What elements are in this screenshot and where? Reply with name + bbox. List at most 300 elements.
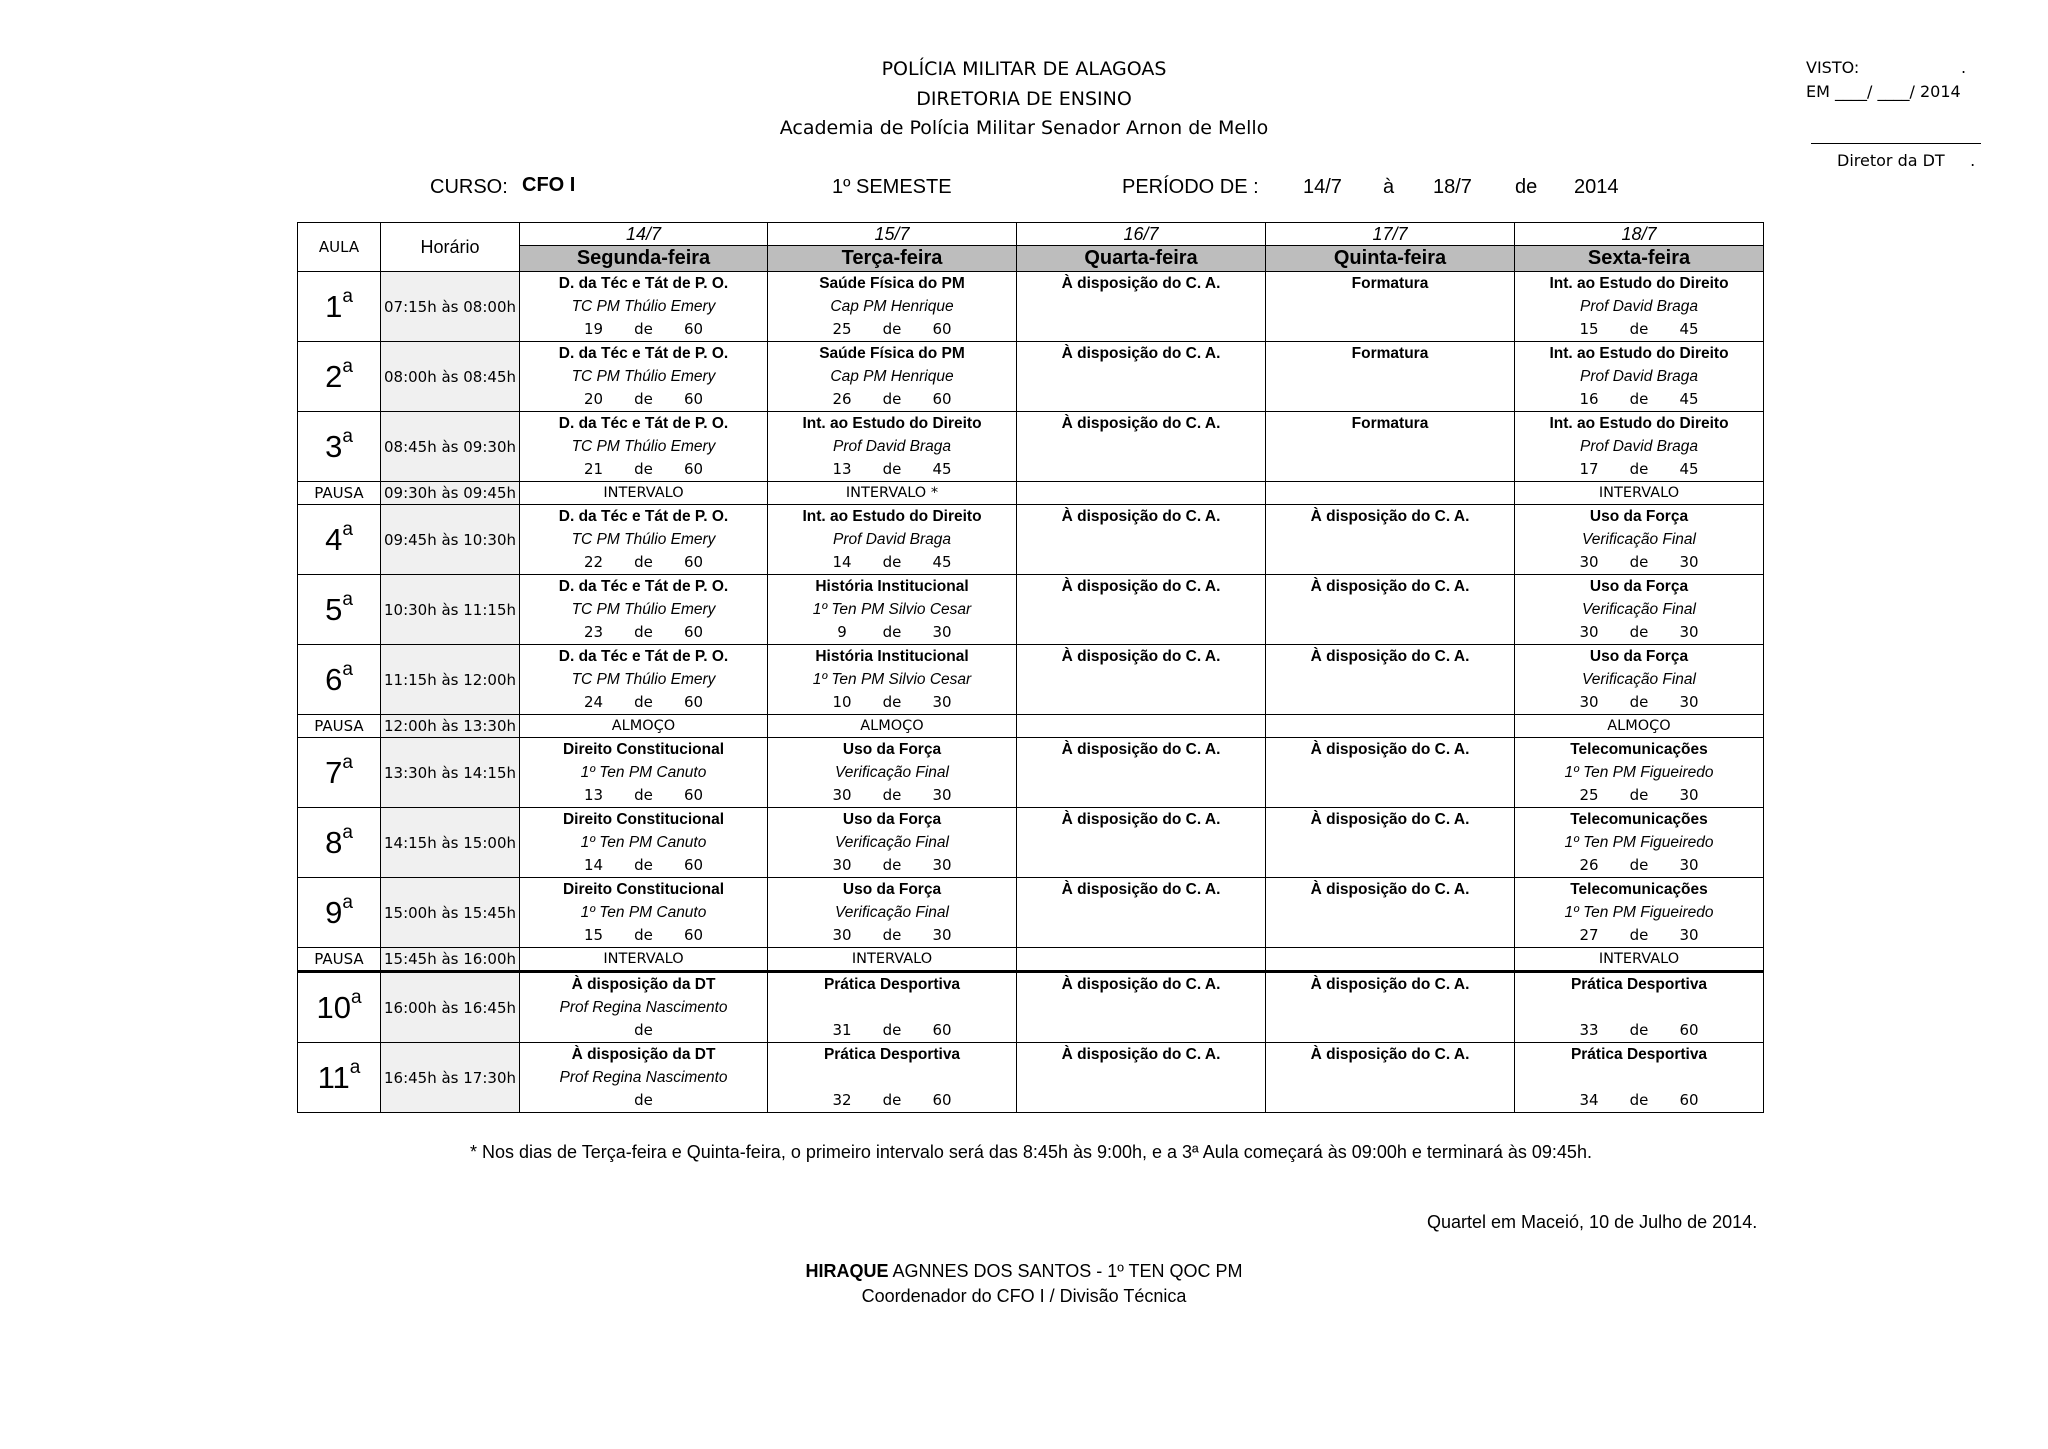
ordinal-mark: a (342, 821, 353, 843)
teacher: Verificação Final (1581, 671, 1696, 688)
subject: Telecomunicações (1570, 741, 1708, 758)
director-signature-line (1811, 143, 1981, 144)
class-cell (768, 645, 1017, 715)
class-cell (520, 575, 768, 645)
footnote: * Nos dias de Terça-feira e Quinta-feira, o primeiro intervalo será das 8:45h às 9:00h, e a 3ª Aula começará às 09:00h e terminará às 09:45h. (470, 1142, 1592, 1162)
class-cell (1017, 1043, 1266, 1113)
subject: História Institucional (815, 578, 969, 595)
class-cell (1017, 412, 1266, 482)
lesson-total: 60 (932, 1091, 952, 1109)
lesson-count (768, 388, 1016, 410)
lesson-total: 30 (1679, 926, 1699, 944)
class-cell (1515, 645, 1764, 715)
lesson-number: 17 (1579, 460, 1599, 478)
lesson-count (768, 621, 1016, 643)
subject: À disposição do C. A. (1061, 275, 1221, 292)
subject: À disposição do C. A. (1061, 976, 1221, 993)
teacher: 1º Ten PM Canuto (580, 834, 707, 851)
lesson-count (1515, 458, 1763, 480)
aula-number-value: 10 (316, 989, 351, 1025)
subject: Direito Constitucional (562, 811, 725, 828)
subject: Prática Desportiva (823, 1046, 961, 1063)
subject: D. da Téc e Tát de P. O. (558, 648, 729, 665)
teacher (1515, 1066, 1763, 1089)
lesson-count (768, 691, 1016, 713)
class-cell (1266, 272, 1515, 342)
pause-label: PAUSA (298, 482, 381, 505)
class-cell (1266, 1043, 1515, 1113)
teacher: Verificação Final (834, 834, 949, 851)
class-cell (520, 412, 768, 482)
lesson-of: de (634, 623, 653, 641)
lesson-of: de (882, 460, 902, 478)
lesson-of: de (634, 460, 653, 478)
lesson-count (1017, 621, 1265, 643)
lesson-count (768, 458, 1016, 480)
pause-cell: INTERVALO (1515, 482, 1764, 505)
lesson-count (1266, 691, 1514, 713)
periodo-year: 2014 (1574, 176, 1619, 198)
day-header (1266, 223, 1515, 272)
academy-name: Academia de Polícia Militar Senador Arnon de Mello (779, 117, 1269, 139)
lesson-of: de (882, 1091, 902, 1109)
lesson-number: 13 (832, 460, 852, 478)
subject: Prática Desportiva (1570, 976, 1708, 993)
teacher (1017, 598, 1265, 621)
subject: À disposição da DT (571, 976, 716, 993)
lesson-number: 26 (1579, 856, 1599, 874)
time-range: 10:30h às 11:15h (381, 575, 520, 645)
teacher: TC PM Thúlio Emery (571, 368, 716, 385)
lesson-total: 60 (683, 926, 704, 944)
lesson-of: de (634, 390, 653, 408)
lesson-count (1266, 318, 1514, 340)
lesson-count (520, 621, 767, 643)
aula-number (298, 808, 381, 878)
teacher (1266, 1066, 1514, 1089)
lesson-of: de (882, 693, 902, 711)
place-date: Quartel em Maceió, 10 de Julho de 2014. (1427, 1212, 1758, 1232)
subject: Int. ao Estudo do Direito (802, 415, 982, 432)
class-cell (1017, 272, 1266, 342)
pause-row (298, 948, 1764, 972)
lesson-number: 13 (583, 786, 604, 804)
day-name: Quarta-feira (1017, 246, 1265, 271)
lesson-number: 21 (583, 460, 604, 478)
subject: D. da Téc e Tát de P. O. (558, 275, 729, 292)
lesson-total: 60 (683, 320, 704, 338)
lesson-of: de (1629, 1091, 1649, 1109)
class-cell (520, 878, 768, 948)
pause-cell: ALMOÇO (768, 715, 1017, 738)
day-date: 17/7 (1266, 223, 1514, 246)
class-cell (1017, 575, 1266, 645)
subject: Telecomunicações (1570, 811, 1708, 828)
class-cell (520, 1043, 768, 1113)
subject: Prática Desportiva (823, 976, 961, 993)
day-name: Terça-feira (768, 246, 1016, 271)
lesson-of: de (882, 926, 902, 944)
subject: À disposição do C. A. (1061, 578, 1221, 595)
lesson-count (1266, 551, 1514, 573)
teacher (1266, 831, 1514, 854)
teacher (1266, 528, 1514, 551)
class-cell (1266, 575, 1515, 645)
subject: Direito Constitucional (562, 881, 725, 898)
class-row (298, 738, 1764, 808)
teacher: Verificação Final (1581, 531, 1696, 548)
subject: Uso da Força (842, 811, 942, 828)
class-cell (1515, 972, 1764, 1043)
lesson-count (1017, 924, 1265, 946)
pause-time: 12:00h às 13:30h (381, 715, 520, 738)
lesson-count (1266, 1089, 1514, 1111)
day-name: Quinta-feira (1266, 246, 1514, 271)
class-row (298, 972, 1764, 1043)
class-cell (1017, 808, 1266, 878)
periodo-de-word: de (1515, 176, 1538, 198)
lesson-total: 45 (932, 553, 952, 571)
lesson-total: 60 (683, 390, 704, 408)
lesson-of: de (634, 1021, 653, 1039)
pause-cell: INTERVALO (768, 948, 1017, 972)
pause-cell: INTERVALO (1515, 948, 1764, 972)
teacher: 1º Ten PM Figueiredo (1564, 904, 1714, 921)
day-date: 18/7 (1515, 223, 1763, 246)
time-range: 14:15h às 15:00h (381, 808, 520, 878)
class-cell (1515, 1043, 1764, 1113)
subject: D. da Téc e Tát de P. O. (558, 508, 729, 525)
pause-cell (1017, 482, 1266, 505)
time-range: 08:45h às 09:30h (381, 412, 520, 482)
teacher (1017, 668, 1265, 691)
class-cell (768, 808, 1017, 878)
class-cell (1266, 412, 1515, 482)
lesson-count (520, 1019, 767, 1041)
subject: À disposição do C. A. (1310, 578, 1470, 595)
pause-cell (1266, 715, 1515, 738)
day-date: 14/7 (520, 223, 767, 246)
lesson-of: de (882, 786, 902, 804)
aula-number-value: 5 (325, 591, 343, 627)
teacher: Verificação Final (834, 904, 949, 921)
subject: Formatura (1351, 345, 1429, 362)
subject: À disposição do C. A. (1310, 508, 1470, 525)
teacher: TC PM Thúlio Emery (571, 298, 716, 315)
pause-cell (1266, 948, 1515, 972)
signer-name-bold: HIRAQUE (805, 1261, 889, 1281)
lesson-count (1266, 388, 1514, 410)
lesson-number: 30 (832, 786, 852, 804)
lesson-total: 60 (1679, 1091, 1699, 1109)
aula-number (298, 645, 381, 715)
lesson-count (520, 924, 767, 946)
lesson-count (768, 318, 1016, 340)
class-row (298, 575, 1764, 645)
teacher: 1º Ten PM Figueiredo (1564, 764, 1714, 781)
class-cell (1515, 412, 1764, 482)
lesson-count (1017, 318, 1265, 340)
periodo-label: PERÍODO DE : (1122, 176, 1259, 198)
lesson-count (1515, 1089, 1763, 1111)
lesson-total: 60 (683, 693, 704, 711)
lesson-count (1515, 784, 1763, 806)
time-range: 11:15h às 12:00h (381, 645, 520, 715)
class-cell (768, 412, 1017, 482)
lesson-count (1266, 854, 1514, 876)
periodo-to: 18/7 (1433, 176, 1472, 198)
ordinal-mark: a (342, 355, 353, 377)
teacher (1017, 901, 1265, 924)
subject: Prática Desportiva (1570, 1046, 1708, 1063)
day-name: Sexta-feira (1515, 246, 1763, 271)
semester: 1º SEMESTE (832, 176, 952, 198)
lesson-count (1017, 388, 1265, 410)
lesson-count (1515, 691, 1763, 713)
aula-number (298, 575, 381, 645)
ordinal-mark: a (342, 518, 353, 540)
aula-number (298, 342, 381, 412)
subject: À disposição do C. A. (1310, 741, 1470, 758)
lesson-number: 16 (1579, 390, 1599, 408)
pause-cell (1017, 948, 1266, 972)
aula-number-value: 8 (325, 824, 343, 860)
ordinal-mark: a (342, 588, 353, 610)
time-range: 09:45h às 10:30h (381, 505, 520, 575)
lesson-number: 25 (1579, 786, 1599, 804)
class-cell (1266, 972, 1515, 1043)
teacher (1266, 996, 1514, 1019)
teacher (1266, 435, 1514, 458)
lesson-total: 60 (932, 390, 952, 408)
teacher (1017, 435, 1265, 458)
class-cell (520, 505, 768, 575)
teacher: 1º Ten PM Canuto (580, 904, 707, 921)
lesson-count (1017, 1019, 1265, 1041)
lesson-number: 10 (832, 693, 852, 711)
lesson-total: 30 (932, 856, 952, 874)
teacher: Prof David Braga (1579, 368, 1699, 385)
visto-date: EM ____/ ____/ 2014 (1806, 82, 1961, 101)
lesson-total: 30 (932, 693, 952, 711)
lesson-total: 30 (932, 786, 952, 804)
lesson-total: 45 (1679, 460, 1699, 478)
lesson-of: de (1629, 1021, 1649, 1039)
class-cell (1017, 972, 1266, 1043)
lesson-number: 14 (832, 553, 852, 571)
lesson-of: de (882, 390, 902, 408)
lesson-of: de (882, 623, 902, 641)
lesson-of: de (634, 320, 653, 338)
lesson-total: 60 (932, 1021, 952, 1039)
lesson-count (1017, 691, 1265, 713)
class-row (298, 1043, 1764, 1113)
pause-cell (1017, 715, 1266, 738)
class-cell (1266, 878, 1515, 948)
lesson-count (520, 784, 767, 806)
ordinal-mark: a (349, 1056, 361, 1078)
day-name: Segunda-feira (520, 246, 767, 271)
day-header (520, 223, 768, 272)
subject: D. da Téc e Tát de P. O. (558, 345, 729, 362)
lesson-number: 25 (832, 320, 852, 338)
ordinal-mark: a (342, 285, 353, 307)
lesson-total: 30 (1679, 553, 1699, 571)
lesson-of: de (634, 926, 653, 944)
lesson-count (1017, 784, 1265, 806)
ordinal-mark: a (342, 425, 353, 447)
lesson-number: 15 (583, 926, 604, 944)
subject: À disposição do C. A. (1061, 1046, 1221, 1063)
lesson-of: de (1629, 553, 1649, 571)
class-cell (1515, 738, 1764, 808)
teacher: Prof David Braga (832, 438, 952, 455)
lesson-number: 27 (1579, 926, 1599, 944)
subject: Int. ao Estudo do Direito (1549, 275, 1729, 292)
aula-number-value: 9 (325, 894, 343, 930)
lesson-total: 60 (1679, 1021, 1699, 1039)
teacher (1017, 761, 1265, 784)
lesson-total: 30 (1679, 786, 1699, 804)
lesson-count (768, 784, 1016, 806)
lesson-total: 60 (683, 856, 704, 874)
teacher: TC PM Thúlio Emery (571, 671, 716, 688)
aula-number-value: 3 (325, 428, 343, 464)
lesson-total: 30 (932, 926, 952, 944)
lesson-number: 30 (1579, 553, 1599, 571)
lesson-total: 60 (932, 320, 952, 338)
teacher (1017, 831, 1265, 854)
subject: À disposição do C. A. (1061, 881, 1221, 898)
class-cell (1266, 342, 1515, 412)
lesson-count (520, 458, 767, 480)
aula-number-value: 2 (325, 358, 343, 394)
class-cell (1017, 505, 1266, 575)
day-header (768, 223, 1017, 272)
teacher (1266, 761, 1514, 784)
lesson-number: 24 (583, 693, 604, 711)
lesson-total: 30 (932, 623, 952, 641)
lesson-of: de (1629, 320, 1649, 338)
aula-number (298, 505, 381, 575)
subject: À disposição do C. A. (1061, 345, 1221, 362)
lesson-number: 31 (832, 1021, 852, 1039)
lesson-of: de (634, 693, 653, 711)
subject: À disposição do C. A. (1310, 881, 1470, 898)
subject: À disposição do C. A. (1061, 741, 1221, 758)
lesson-number: 15 (1579, 320, 1599, 338)
lesson-number: 30 (832, 926, 852, 944)
ordinal-mark: a (350, 986, 362, 1008)
class-cell (1515, 575, 1764, 645)
subject: Formatura (1351, 275, 1429, 292)
lesson-of: de (1629, 856, 1649, 874)
pause-label: PAUSA (298, 948, 381, 972)
periodo-from: 14/7 (1303, 176, 1342, 198)
lesson-count (1017, 854, 1265, 876)
curso-label: CURSO: (430, 176, 508, 198)
subject: História Institucional (815, 648, 969, 665)
subject: À disposição do C. A. (1061, 811, 1221, 828)
lesson-count (1266, 784, 1514, 806)
day-header (1017, 223, 1266, 272)
curso-value: CFO I (522, 174, 576, 196)
class-cell (768, 575, 1017, 645)
lesson-of: de (1629, 786, 1649, 804)
subject: Uso da Força (1589, 578, 1689, 595)
lesson-count (520, 1089, 767, 1111)
lesson-of: de (882, 1021, 902, 1039)
class-cell (1515, 808, 1764, 878)
teacher (1515, 996, 1763, 1019)
class-row (298, 412, 1764, 482)
lesson-of: de (1629, 623, 1649, 641)
pause-cell: INTERVALO (520, 948, 768, 972)
lesson-total: 30 (1679, 856, 1699, 874)
lesson-number: 30 (832, 856, 852, 874)
subject: Uso da Força (842, 741, 942, 758)
teacher (1266, 365, 1514, 388)
teacher: 1º Ten PM Figueiredo (1564, 834, 1714, 851)
lesson-count (1266, 621, 1514, 643)
teacher: 1º Ten PM Silvio Cesar (812, 601, 972, 618)
subject: À disposição do C. A. (1310, 1046, 1470, 1063)
lesson-of: de (882, 320, 902, 338)
lesson-count (520, 551, 767, 573)
aula-number-value: 7 (325, 754, 343, 790)
pause-cell: INTERVALO (520, 482, 768, 505)
subject: Saúde Física do PM (819, 345, 965, 362)
lesson-count (1017, 1089, 1265, 1111)
lesson-number: 32 (832, 1091, 852, 1109)
teacher: TC PM Thúlio Emery (571, 601, 716, 618)
class-cell (1515, 878, 1764, 948)
subject: À disposição do C. A. (1061, 415, 1221, 432)
signer-role: Coordenador do CFO I / Divisão Técnica (861, 1286, 1187, 1306)
class-cell (1515, 505, 1764, 575)
class-cell (520, 272, 768, 342)
subject: À disposição do C. A. (1310, 811, 1470, 828)
subject: Direito Constitucional (562, 741, 725, 758)
lesson-total: 45 (1679, 320, 1699, 338)
class-cell (768, 342, 1017, 412)
aula-number (298, 1043, 381, 1113)
ordinal-mark: a (342, 891, 353, 913)
time-range: 07:15h às 08:00h (381, 272, 520, 342)
teacher (1017, 1066, 1265, 1089)
teacher: Prof David Braga (832, 531, 952, 548)
lesson-count (768, 1089, 1016, 1111)
day-date: 16/7 (1017, 223, 1265, 246)
lesson-count (1515, 318, 1763, 340)
teacher (1017, 365, 1265, 388)
lesson-count (520, 854, 767, 876)
teacher: Cap PM Henrique (830, 298, 954, 315)
lesson-of: de (634, 786, 653, 804)
subject: Int. ao Estudo do Direito (1549, 415, 1729, 432)
lesson-of: de (1629, 693, 1649, 711)
lesson-total: 30 (1679, 693, 1699, 711)
time-range: 16:00h às 16:45h (381, 972, 520, 1043)
subject: Uso da Força (1589, 508, 1689, 525)
lesson-count (768, 551, 1016, 573)
org-subtitle: DIRETORIA DE ENSINO (916, 88, 1132, 110)
class-cell (1017, 738, 1266, 808)
class-cell (1017, 645, 1266, 715)
class-row (298, 342, 1764, 412)
lesson-count (1515, 551, 1763, 573)
lesson-count (1515, 621, 1763, 643)
